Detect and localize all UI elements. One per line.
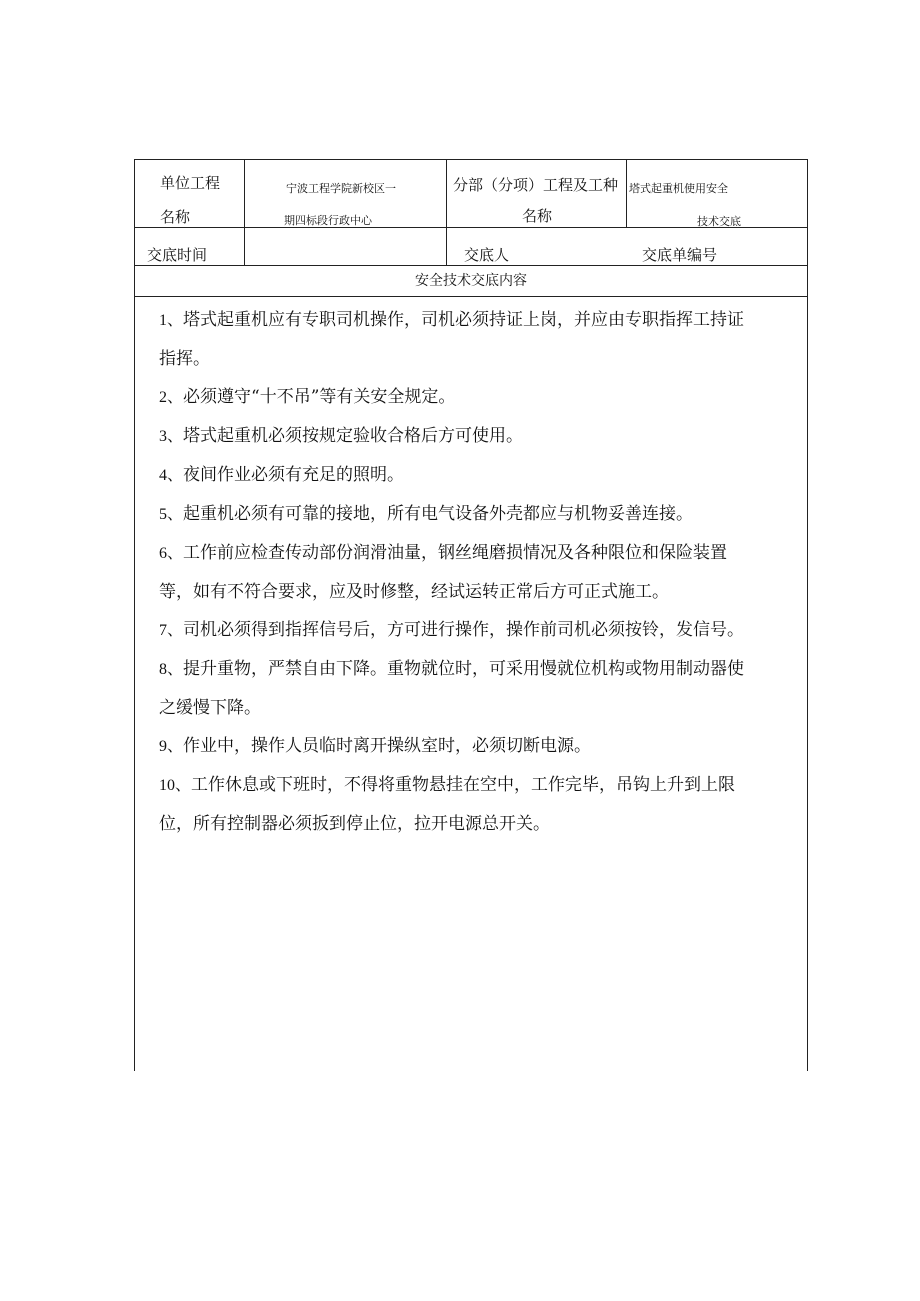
item-number: 2、	[159, 389, 184, 406]
item-text: 起重机必须有可靠的接地，所有电气设备外壳都应与机物妥善连接。	[183, 504, 694, 524]
briefing-number-label: 交底单编号	[642, 246, 718, 264]
list-item	[159, 417, 793, 456]
item-number: 8、	[159, 661, 184, 678]
list-item	[159, 766, 793, 843]
safety-briefing-form	[134, 159, 808, 1071]
item-line	[159, 456, 793, 495]
subproject-value-line2: 技术交底	[697, 215, 741, 228]
item-line	[159, 417, 793, 456]
unit-project-value-line2: 期四标段行政中心	[284, 214, 372, 227]
item-line	[159, 534, 793, 573]
item-line: 位，所有控制器必须扳到停止位，拉开电源总开关。	[159, 814, 550, 834]
item-line	[159, 301, 793, 340]
item-line	[159, 650, 793, 689]
list-item	[159, 378, 793, 417]
briefing-content-list	[159, 301, 793, 843]
section-title-row	[135, 266, 807, 297]
item-text: 工作前应检查传动部份润滑油量，钢丝绳磨损情况及各种限位和保险装置	[183, 543, 728, 563]
subproject-label-cell	[447, 160, 627, 227]
item-number: 7、	[159, 622, 184, 639]
item-number: 4、	[159, 467, 184, 484]
item-number: 6、	[159, 545, 184, 562]
unit-project-label-cell	[135, 160, 245, 227]
item-text: 提升重物，严禁自由下降。重物就位时，可采用慢就位机构或物用制动器使	[183, 659, 745, 679]
briefing-number-label-cell	[615, 228, 807, 265]
list-item	[159, 495, 793, 534]
item-number: 10、	[159, 777, 192, 794]
item-text: 夜间作业必须有充足的照明。	[183, 465, 405, 485]
briefing-time-value-cell	[245, 228, 447, 265]
unit-project-label-line2: 名称	[160, 208, 191, 226]
subproject-value-cell	[627, 160, 807, 227]
item-text: 必须遵守“十不吊”等有关安全规定。	[183, 387, 456, 407]
unit-project-value-cell	[245, 160, 447, 227]
subproject-label-line1: 分部（分项）工程及工种	[453, 176, 619, 194]
list-item	[159, 727, 793, 766]
item-text: 工作休息或下班时，不得将重物悬挂在空中，工作完毕，吊钩上升到上限	[191, 775, 736, 795]
header-row-project	[135, 160, 807, 228]
item-line	[159, 378, 793, 417]
item-line	[159, 766, 793, 805]
item-text: 塔式起重机应有专职司机操作，司机必须持证上岗，并应由专职指挥工持证	[183, 310, 745, 330]
unit-project-value-line1: 宁波工程学院新校区一	[286, 182, 396, 195]
item-number: 1、	[159, 312, 184, 329]
item-line: 等，如有不符合要求，应及时修整，经试运转正常后方可正式施工。	[159, 582, 669, 602]
list-item	[159, 650, 793, 727]
item-number: 9、	[159, 738, 184, 755]
unit-project-label-line1: 单位工程	[160, 174, 221, 192]
item-line: 指挥。	[159, 349, 210, 369]
list-item	[159, 456, 793, 495]
briefer-label: 交底人	[464, 246, 510, 264]
briefing-time-label-cell	[135, 228, 245, 265]
subproject-value-line1: 塔式起重机使用安全	[629, 182, 728, 195]
item-line	[159, 727, 793, 766]
briefer-label-cell	[447, 228, 615, 265]
section-title: 安全技术交底内容	[415, 273, 527, 289]
subproject-label-line2: 名称	[522, 207, 553, 225]
item-text: 司机必须得到指挥信号后，方可进行操作，操作前司机必须按铃，发信号。	[183, 620, 745, 640]
item-number: 3、	[159, 428, 184, 445]
header-row-briefing	[135, 228, 807, 266]
list-item	[159, 611, 793, 650]
item-number: 5、	[159, 506, 184, 523]
item-line: 之缓慢下降。	[159, 698, 261, 718]
item-line	[159, 611, 793, 650]
item-text: 塔式起重机必须按规定验收合格后方可使用。	[183, 426, 524, 446]
item-text: 作业中，操作人员临时离开操纵室时，必须切断电源。	[183, 736, 592, 756]
list-item	[159, 301, 793, 378]
item-line	[159, 495, 793, 534]
briefing-time-label: 交底时间	[147, 246, 208, 264]
list-item	[159, 534, 793, 611]
